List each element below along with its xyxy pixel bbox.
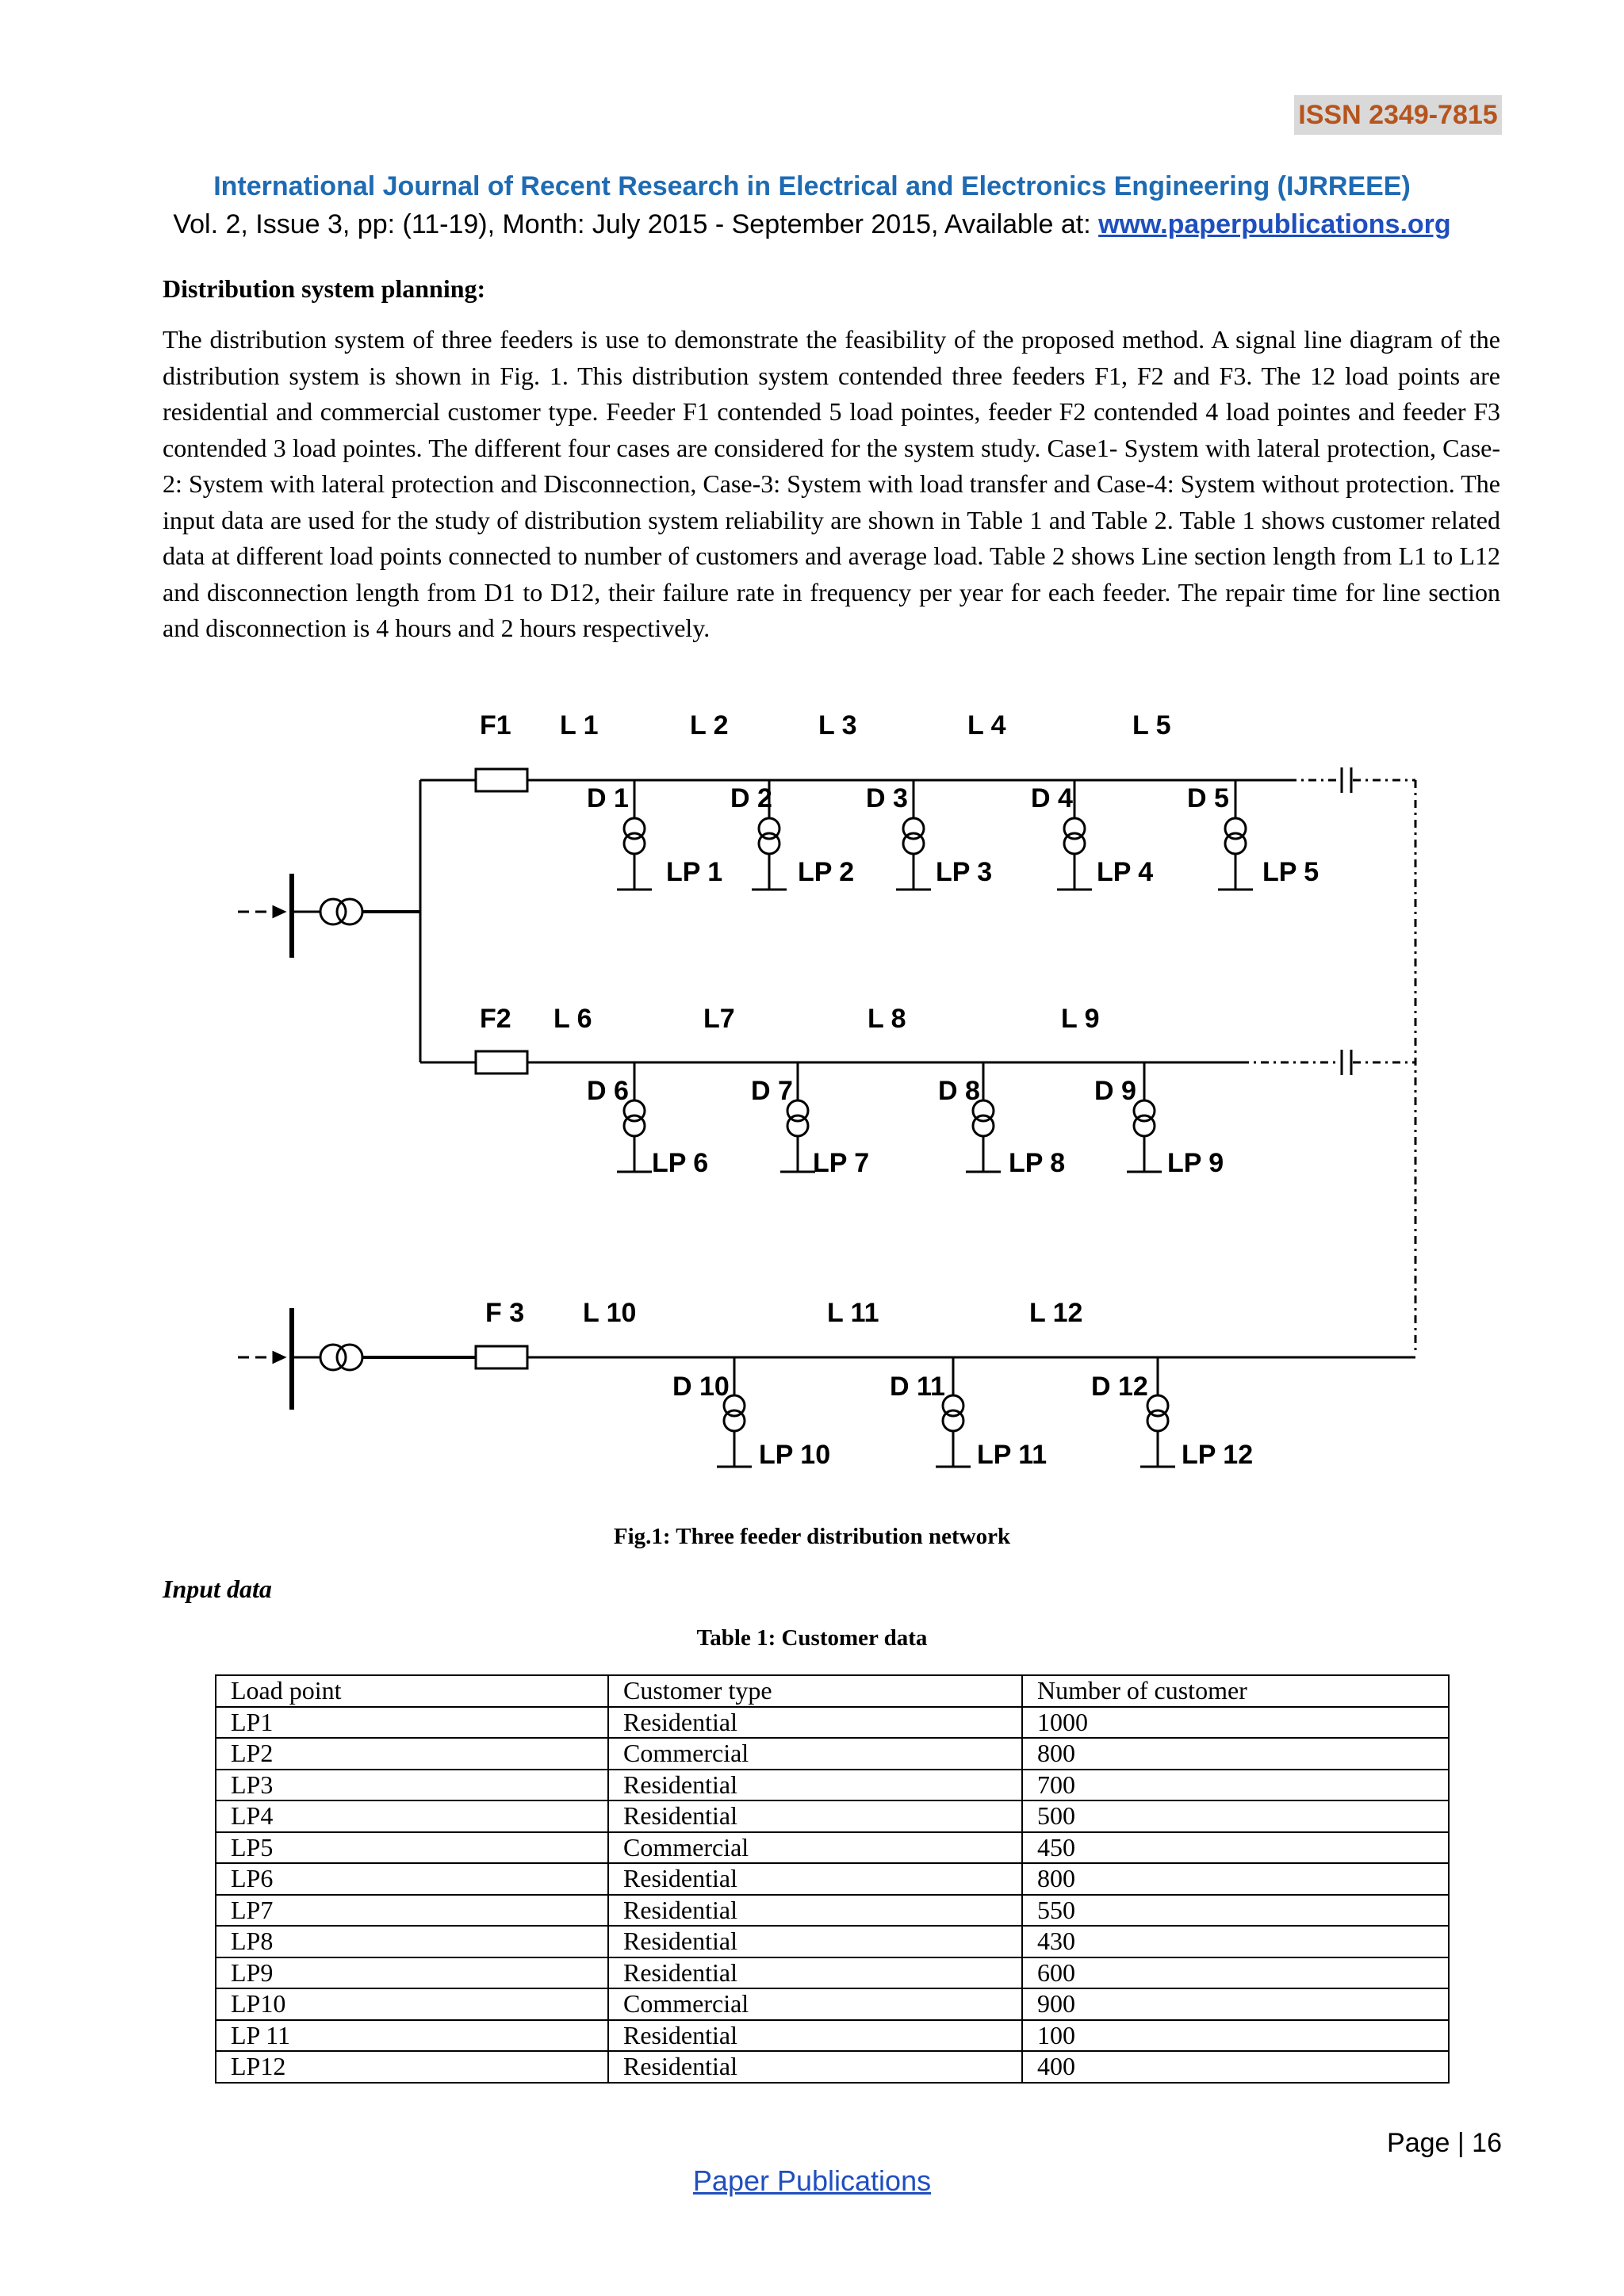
table-cell: 500 xyxy=(1022,1800,1449,1832)
table-cell: LP12 xyxy=(216,2051,608,2083)
load-transformer-lower xyxy=(973,1115,994,1136)
table-cell: Residential xyxy=(608,1957,1022,1989)
label-line: L 11 xyxy=(827,1298,879,1328)
label-line: L 2 xyxy=(690,710,729,740)
table-cell: Commercial xyxy=(608,1988,1022,2020)
table-cell: Residential xyxy=(608,2020,1022,2052)
label-disconnect: D 3 xyxy=(866,783,908,813)
load-transformer-lower xyxy=(759,833,779,854)
table-cell: 100 xyxy=(1022,2020,1449,2052)
label-disconnect: D 12 xyxy=(1091,1372,1148,1402)
label-disconnect: D 1 xyxy=(587,783,629,813)
label-f2: F2 xyxy=(480,1004,511,1034)
label-disconnect: D 6 xyxy=(587,1076,629,1106)
table-caption: Table 1: Customer data xyxy=(696,1625,928,1651)
table-cell: 400 xyxy=(1022,2051,1449,2083)
distribution-network-diagram xyxy=(0,698,1624,1506)
label-disconnect: D 9 xyxy=(1094,1076,1136,1106)
figure-caption: Fig.1: Three feeder distribution network xyxy=(613,1524,1011,1549)
table-cell: Residential xyxy=(608,1863,1022,1895)
label-load-point: LP 1 xyxy=(666,857,723,887)
table-cell: 450 xyxy=(1022,1832,1449,1864)
table-cell: 800 xyxy=(1022,1738,1449,1770)
table-header-cell: Load point xyxy=(216,1675,608,1707)
table-cell: Commercial xyxy=(608,1738,1022,1770)
load-transformer-lower xyxy=(787,1115,808,1136)
label-line: L 3 xyxy=(818,710,857,740)
volume-info: Vol. 2, Issue 3, pp: (11-19), Month: July 2015 - September 2015, Available at: xyxy=(173,209,1099,239)
table-cell: 430 xyxy=(1022,1926,1449,1957)
table-cell: Residential xyxy=(608,1895,1022,1927)
source-arrow-head-1 xyxy=(274,907,284,916)
table-cell: Residential xyxy=(608,1707,1022,1739)
label-load-point: LP 9 xyxy=(1167,1148,1224,1178)
table-cell: 800 xyxy=(1022,1863,1449,1895)
table-cell: 700 xyxy=(1022,1770,1449,1801)
table-cell: 1000 xyxy=(1022,1707,1449,1739)
label-line: L 6 xyxy=(553,1004,592,1034)
issn-badge: ISSN 2349-7815 xyxy=(1294,95,1502,135)
load-transformer-lower xyxy=(1134,1115,1155,1136)
table-cell: 900 xyxy=(1022,1988,1449,2020)
table-row xyxy=(216,1957,1449,1989)
load-transformer-lower xyxy=(1064,833,1085,854)
label-f3: F 3 xyxy=(485,1298,525,1328)
table-header-cell: Number of customer xyxy=(1022,1675,1449,1707)
label-disconnect: D 2 xyxy=(730,783,772,813)
table-header-row xyxy=(216,1675,1449,1707)
body-paragraph: The distribution system of three feeders is use to demonstrate the feasibility of the proposed method. A signal line diagram of the distribution system is shown in Fig. 1. This distribution system contended three feeders F1, F2 and F3. The 12 load points are residential and commercial customer type. Feeder F1 contended 5 load pointes, feeder F2 contended 4 load pointes and feeder F3 contended 3 load pointes. The different four cases are considered for the system study. Case1- System with lateral protection, Case- 2: System with lateral protection and Disconnection, Case-3: System with load transfer and Case-4: System without protection. The input data are used for the study of distribution system reliability are shown in Table 1 and Table 2. Table 1 shows customer related data at different load points connected to number of customers and average load. Table 2 shows Line section length from L1 to L12 and disconnection length from D1 to D12, their failure rate in frequency per year for each feeder. The repair time for line section and disconnection is 4 hours and 2 hours respectively. xyxy=(163,325,1500,642)
table-cell: Residential xyxy=(608,2051,1022,2083)
table-cell: LP4 xyxy=(216,1800,608,1832)
label-load-point: LP 6 xyxy=(652,1148,709,1178)
table-row xyxy=(216,1926,1449,1957)
load-transformer-lower xyxy=(1147,1410,1168,1431)
page-number: Page | 16 xyxy=(1387,2128,1502,2158)
table-row xyxy=(216,1770,1449,1801)
table-row xyxy=(216,1895,1449,1927)
feeder-breaker-f1 xyxy=(476,769,527,791)
label-line: L 5 xyxy=(1132,710,1171,740)
table-cell: LP 11 xyxy=(216,2020,608,2052)
transformer-source-2-b xyxy=(337,1345,362,1370)
table-cell: Commercial xyxy=(608,1832,1022,1864)
label-line: L 9 xyxy=(1061,1004,1100,1034)
label-load-point: LP 2 xyxy=(798,857,855,887)
table-cell: LP5 xyxy=(216,1832,608,1864)
label-disconnect: D 4 xyxy=(1031,783,1073,813)
label-disconnect: D 11 xyxy=(890,1372,945,1402)
label-disconnect: D 7 xyxy=(751,1076,793,1106)
customer-data-table xyxy=(215,1674,1450,2084)
table-cell: LP8 xyxy=(216,1926,608,1957)
table-cell: LP1 xyxy=(216,1707,608,1739)
label-load-point: LP 8 xyxy=(1009,1148,1066,1178)
label-disconnect: D 10 xyxy=(672,1372,730,1402)
table-row xyxy=(216,1800,1449,1832)
load-transformer-lower xyxy=(903,833,924,854)
table-cell: LP6 xyxy=(216,1863,608,1895)
load-transformer-lower xyxy=(624,833,645,854)
load-transformer-lower xyxy=(624,1115,645,1136)
table-cell: LP10 xyxy=(216,1988,608,2020)
label-f1: F1 xyxy=(480,710,511,740)
table-cell: LP3 xyxy=(216,1770,608,1801)
volume-info-line xyxy=(0,209,1624,240)
label-line: L 1 xyxy=(560,710,599,740)
table-cell: 600 xyxy=(1022,1957,1449,1989)
table-header-cell: Customer type xyxy=(608,1675,1022,1707)
label-disconnect: D 5 xyxy=(1187,783,1229,813)
table-cell: 550 xyxy=(1022,1895,1449,1927)
table-cell: Residential xyxy=(608,1800,1022,1832)
label-load-point: LP 7 xyxy=(813,1148,870,1178)
label-load-point: LP 5 xyxy=(1262,857,1320,887)
label-load-point: LP 4 xyxy=(1097,857,1154,887)
label-line: L 12 xyxy=(1029,1298,1083,1328)
table-cell: LP7 xyxy=(216,1895,608,1927)
label-load-point: LP 11 xyxy=(977,1440,1048,1470)
label-disconnect: D 8 xyxy=(938,1076,980,1106)
table-row xyxy=(216,1738,1449,1770)
load-transformer-lower xyxy=(943,1410,963,1431)
label-load-point: LP 3 xyxy=(936,857,993,887)
table-row xyxy=(216,1832,1449,1864)
table-cell: Residential xyxy=(608,1770,1022,1801)
publisher-link[interactable]: Paper Publications xyxy=(692,2164,932,2197)
journal-website-link[interactable]: www.paperpublications.org xyxy=(1098,209,1451,239)
table-row xyxy=(216,1988,1449,2020)
transformer-source-1-b xyxy=(337,899,362,924)
label-line: L 8 xyxy=(868,1004,906,1034)
label-load-point: LP 12 xyxy=(1182,1440,1254,1470)
section-heading: Distribution system planning: xyxy=(163,274,486,303)
table-row xyxy=(216,2051,1449,2083)
table-row xyxy=(216,1707,1449,1739)
load-transformer-lower xyxy=(724,1410,745,1431)
label-line: L7 xyxy=(703,1004,735,1034)
table-row xyxy=(216,2020,1449,2052)
table-cell: Residential xyxy=(608,1926,1022,1957)
feeder-breaker-f2 xyxy=(476,1051,527,1073)
feeder-breaker-f3 xyxy=(476,1346,527,1368)
table-row xyxy=(216,1863,1449,1895)
label-line: L 10 xyxy=(583,1298,637,1328)
table-cell: LP2 xyxy=(216,1738,608,1770)
load-transformer-lower xyxy=(1225,833,1246,854)
table-cell: LP9 xyxy=(216,1957,608,1989)
input-data-heading: Input data xyxy=(163,1575,272,1603)
label-line: L 4 xyxy=(967,710,1006,740)
journal-title: International Journal of Recent Research in Electrical and Electronics Engineering (IJRREEE) xyxy=(213,171,1411,201)
label-load-point: LP 10 xyxy=(759,1440,831,1470)
